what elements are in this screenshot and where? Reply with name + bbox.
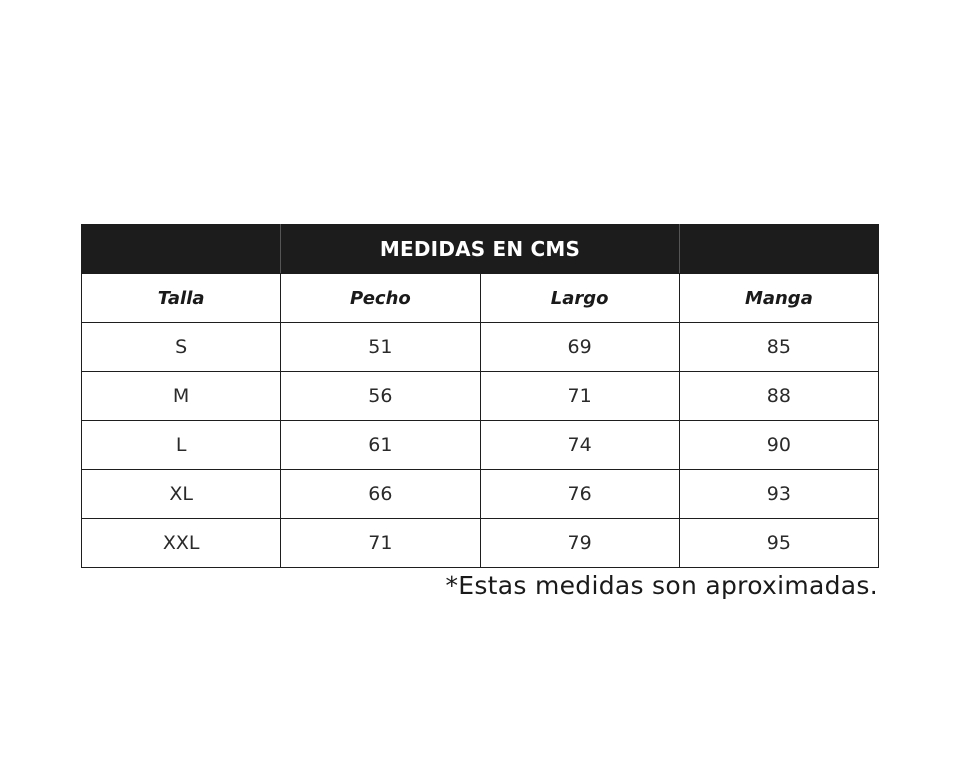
cell-pecho: 51: [281, 323, 480, 372]
cell-pecho: 61: [281, 421, 480, 470]
title-cell-empty-left: [82, 225, 281, 274]
table-row: [82, 470, 879, 519]
cell-manga: 85: [679, 323, 878, 372]
cell-largo: 76: [480, 470, 679, 519]
cell-largo: 71: [480, 372, 679, 421]
cell-manga: 88: [679, 372, 878, 421]
cell-largo: 74: [480, 421, 679, 470]
column-header-talla: Talla: [82, 274, 281, 323]
title-cell-empty-right: [679, 225, 878, 274]
cell-pecho: 71: [281, 519, 480, 568]
cell-pecho: 66: [281, 470, 480, 519]
column-header-largo: Largo: [480, 274, 679, 323]
table-row: [82, 323, 879, 372]
column-header-pecho: Pecho: [281, 274, 480, 323]
cell-pecho: 56: [281, 372, 480, 421]
size-chart-table: [81, 224, 879, 568]
table-row: [82, 372, 879, 421]
cell-largo: 69: [480, 323, 679, 372]
cell-manga: 93: [679, 470, 878, 519]
approximate-measurements-note: *Estas medidas son aproximadas.: [445, 571, 878, 600]
table-row: [82, 421, 879, 470]
cell-manga: 90: [679, 421, 878, 470]
table-title: MEDIDAS EN CMS: [281, 225, 680, 274]
cell-talla: L: [82, 421, 281, 470]
column-header-row: [82, 274, 879, 323]
column-header-manga: Manga: [679, 274, 878, 323]
table-title-row: [82, 225, 879, 274]
table-row: [82, 519, 879, 568]
cell-largo: 79: [480, 519, 679, 568]
cell-talla: XL: [82, 470, 281, 519]
cell-talla: XXL: [82, 519, 281, 568]
cell-talla: S: [82, 323, 281, 372]
cell-talla: M: [82, 372, 281, 421]
cell-manga: 95: [679, 519, 878, 568]
